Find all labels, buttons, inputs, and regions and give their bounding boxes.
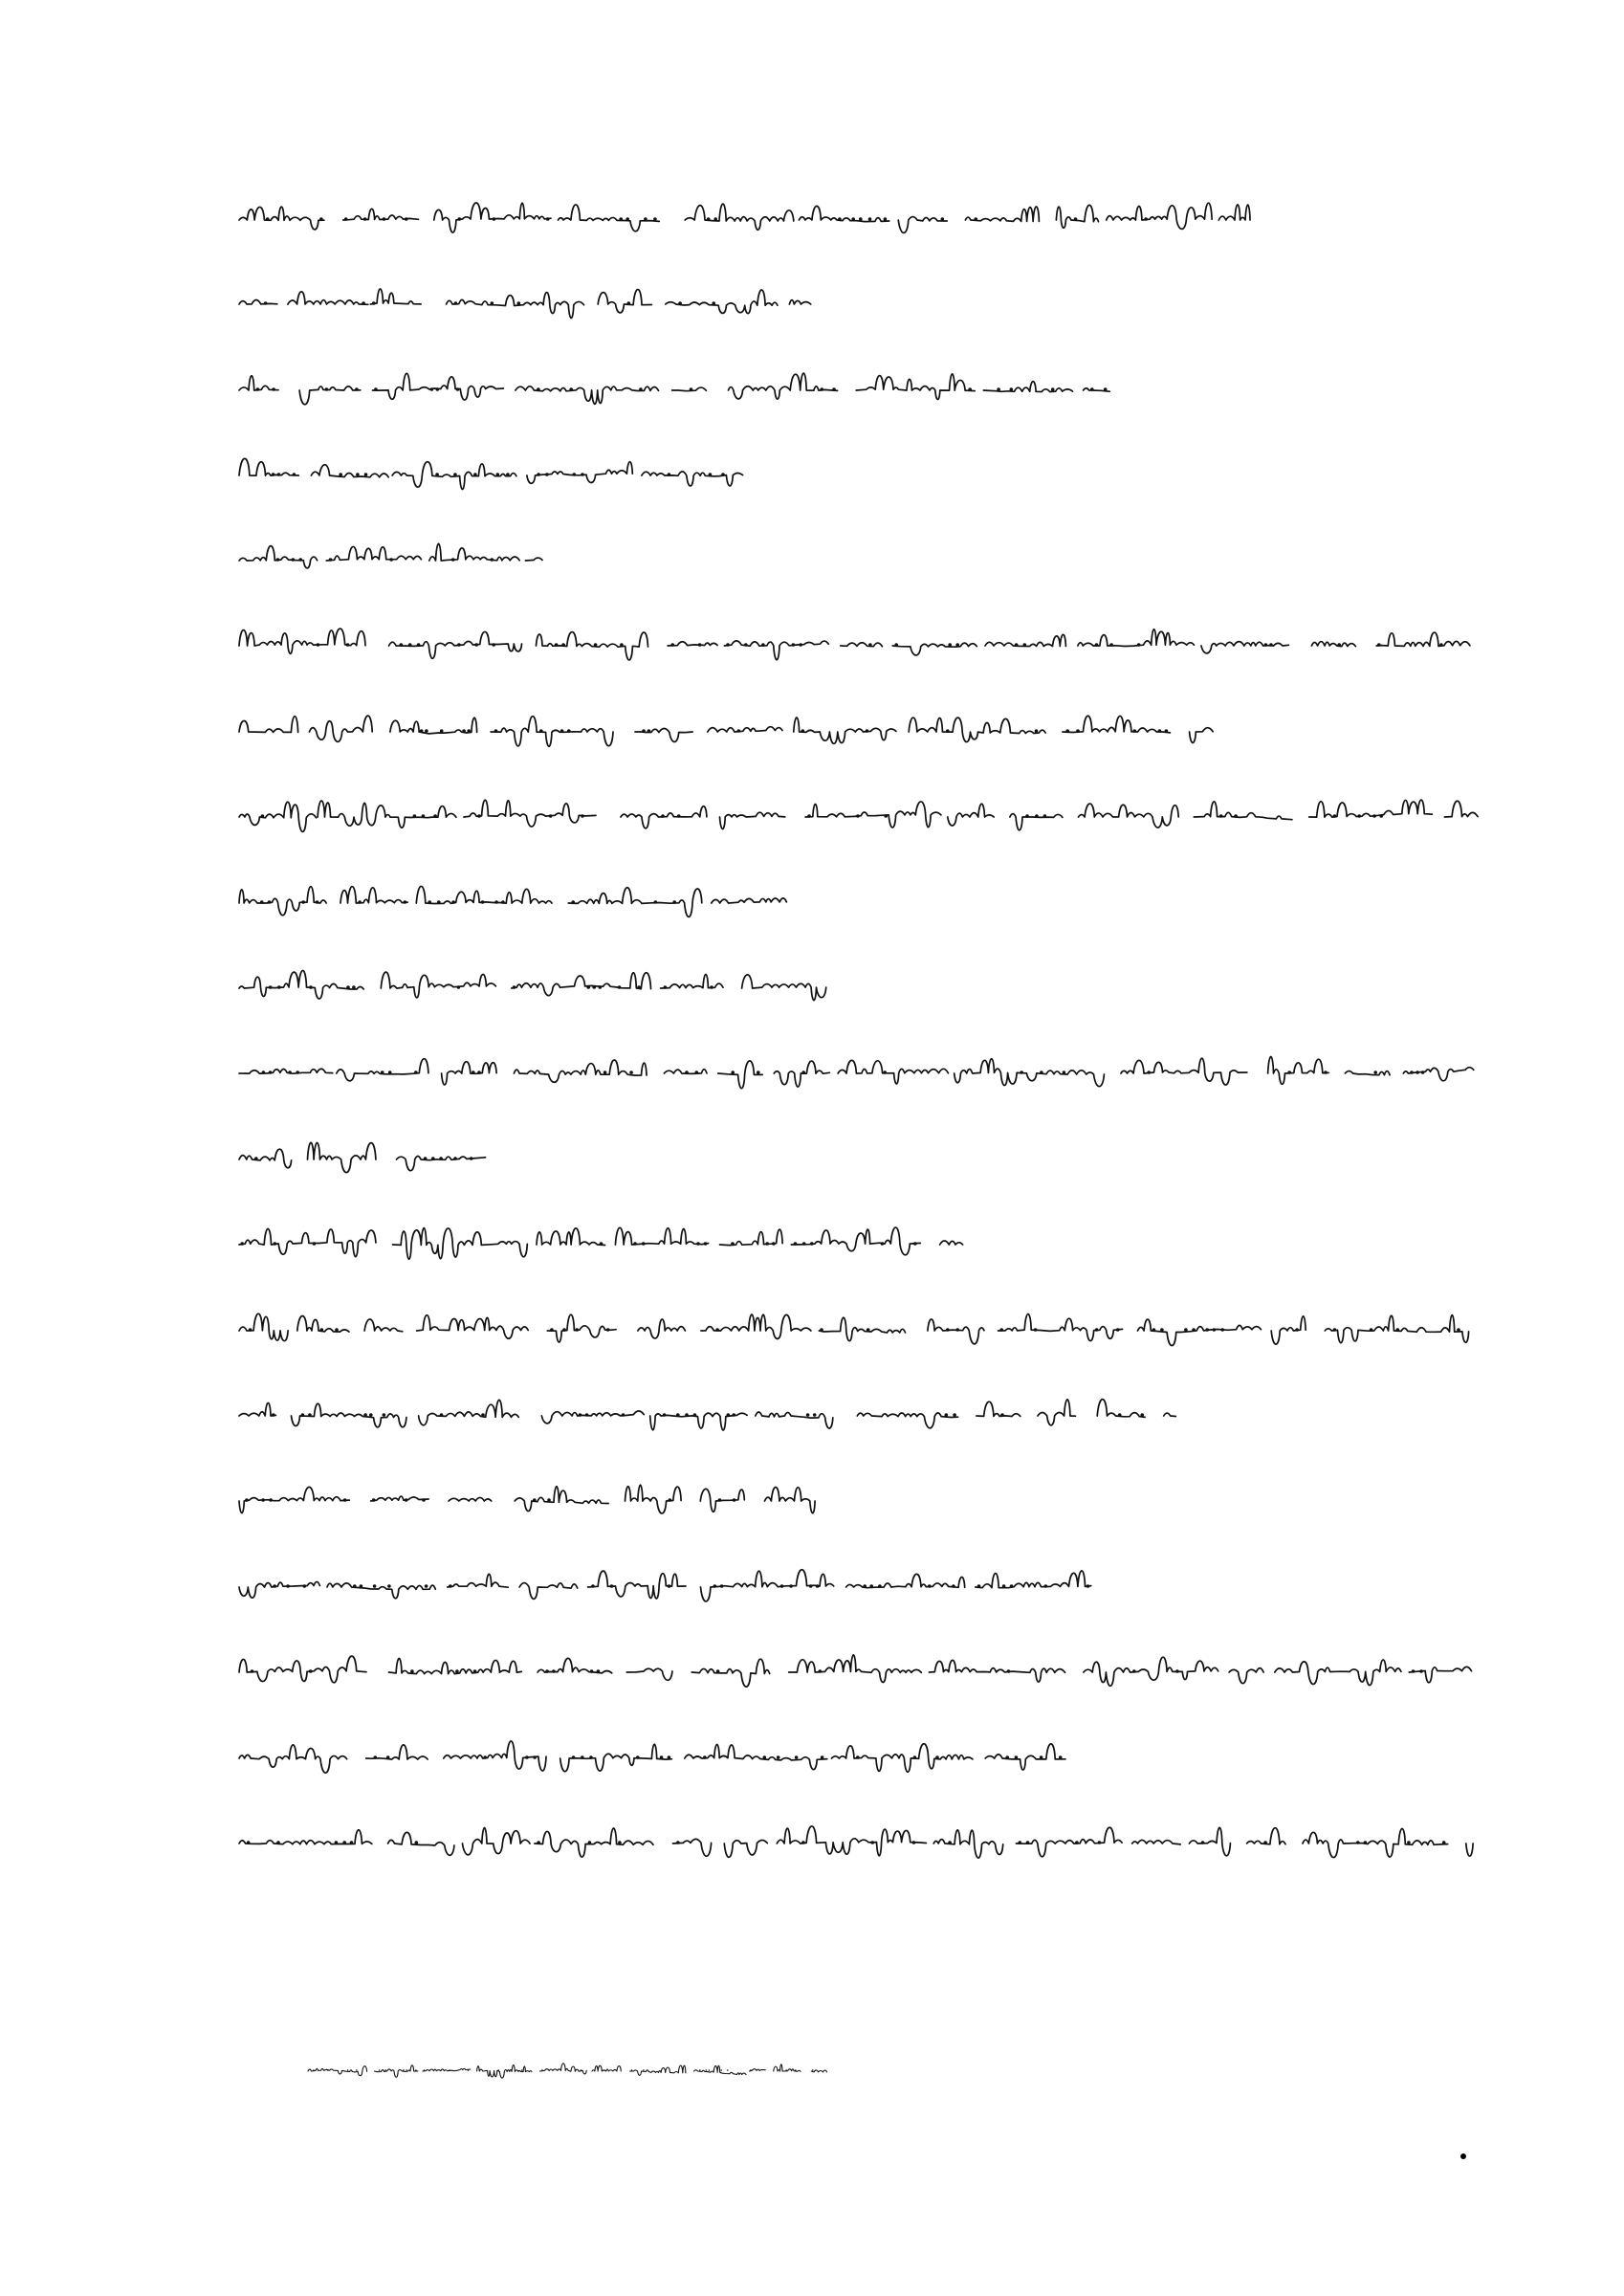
handwritten-line [0, 703, 1624, 761]
handwritten-line [0, 1045, 1624, 1102]
handwritten-line [0, 191, 1624, 249]
handwritten-line [0, 1216, 1624, 1273]
handwritten-line [0, 1302, 1624, 1359]
handwritten-line [0, 1558, 1624, 1616]
handwritten-line [0, 1472, 1624, 1530]
handwritten-line [0, 1644, 1624, 1701]
handwritten-line [0, 532, 1624, 589]
handwritten-line [0, 276, 1624, 333]
handwritten-line [0, 1387, 1624, 1445]
handwritten-line [0, 1815, 1624, 1872]
handwritten-footnote [0, 2052, 1624, 2090]
handwritten-line [0, 362, 1624, 419]
handwritten-line [0, 447, 1624, 504]
handwritten-line [0, 1131, 1624, 1188]
page-number-mark [1459, 2152, 1467, 2160]
handwritten-line [0, 960, 1624, 1017]
handwritten-line [0, 1730, 1624, 1787]
handwritten-line [0, 874, 1624, 932]
handwritten-line [0, 617, 1624, 674]
handwritten-line [0, 788, 1624, 846]
